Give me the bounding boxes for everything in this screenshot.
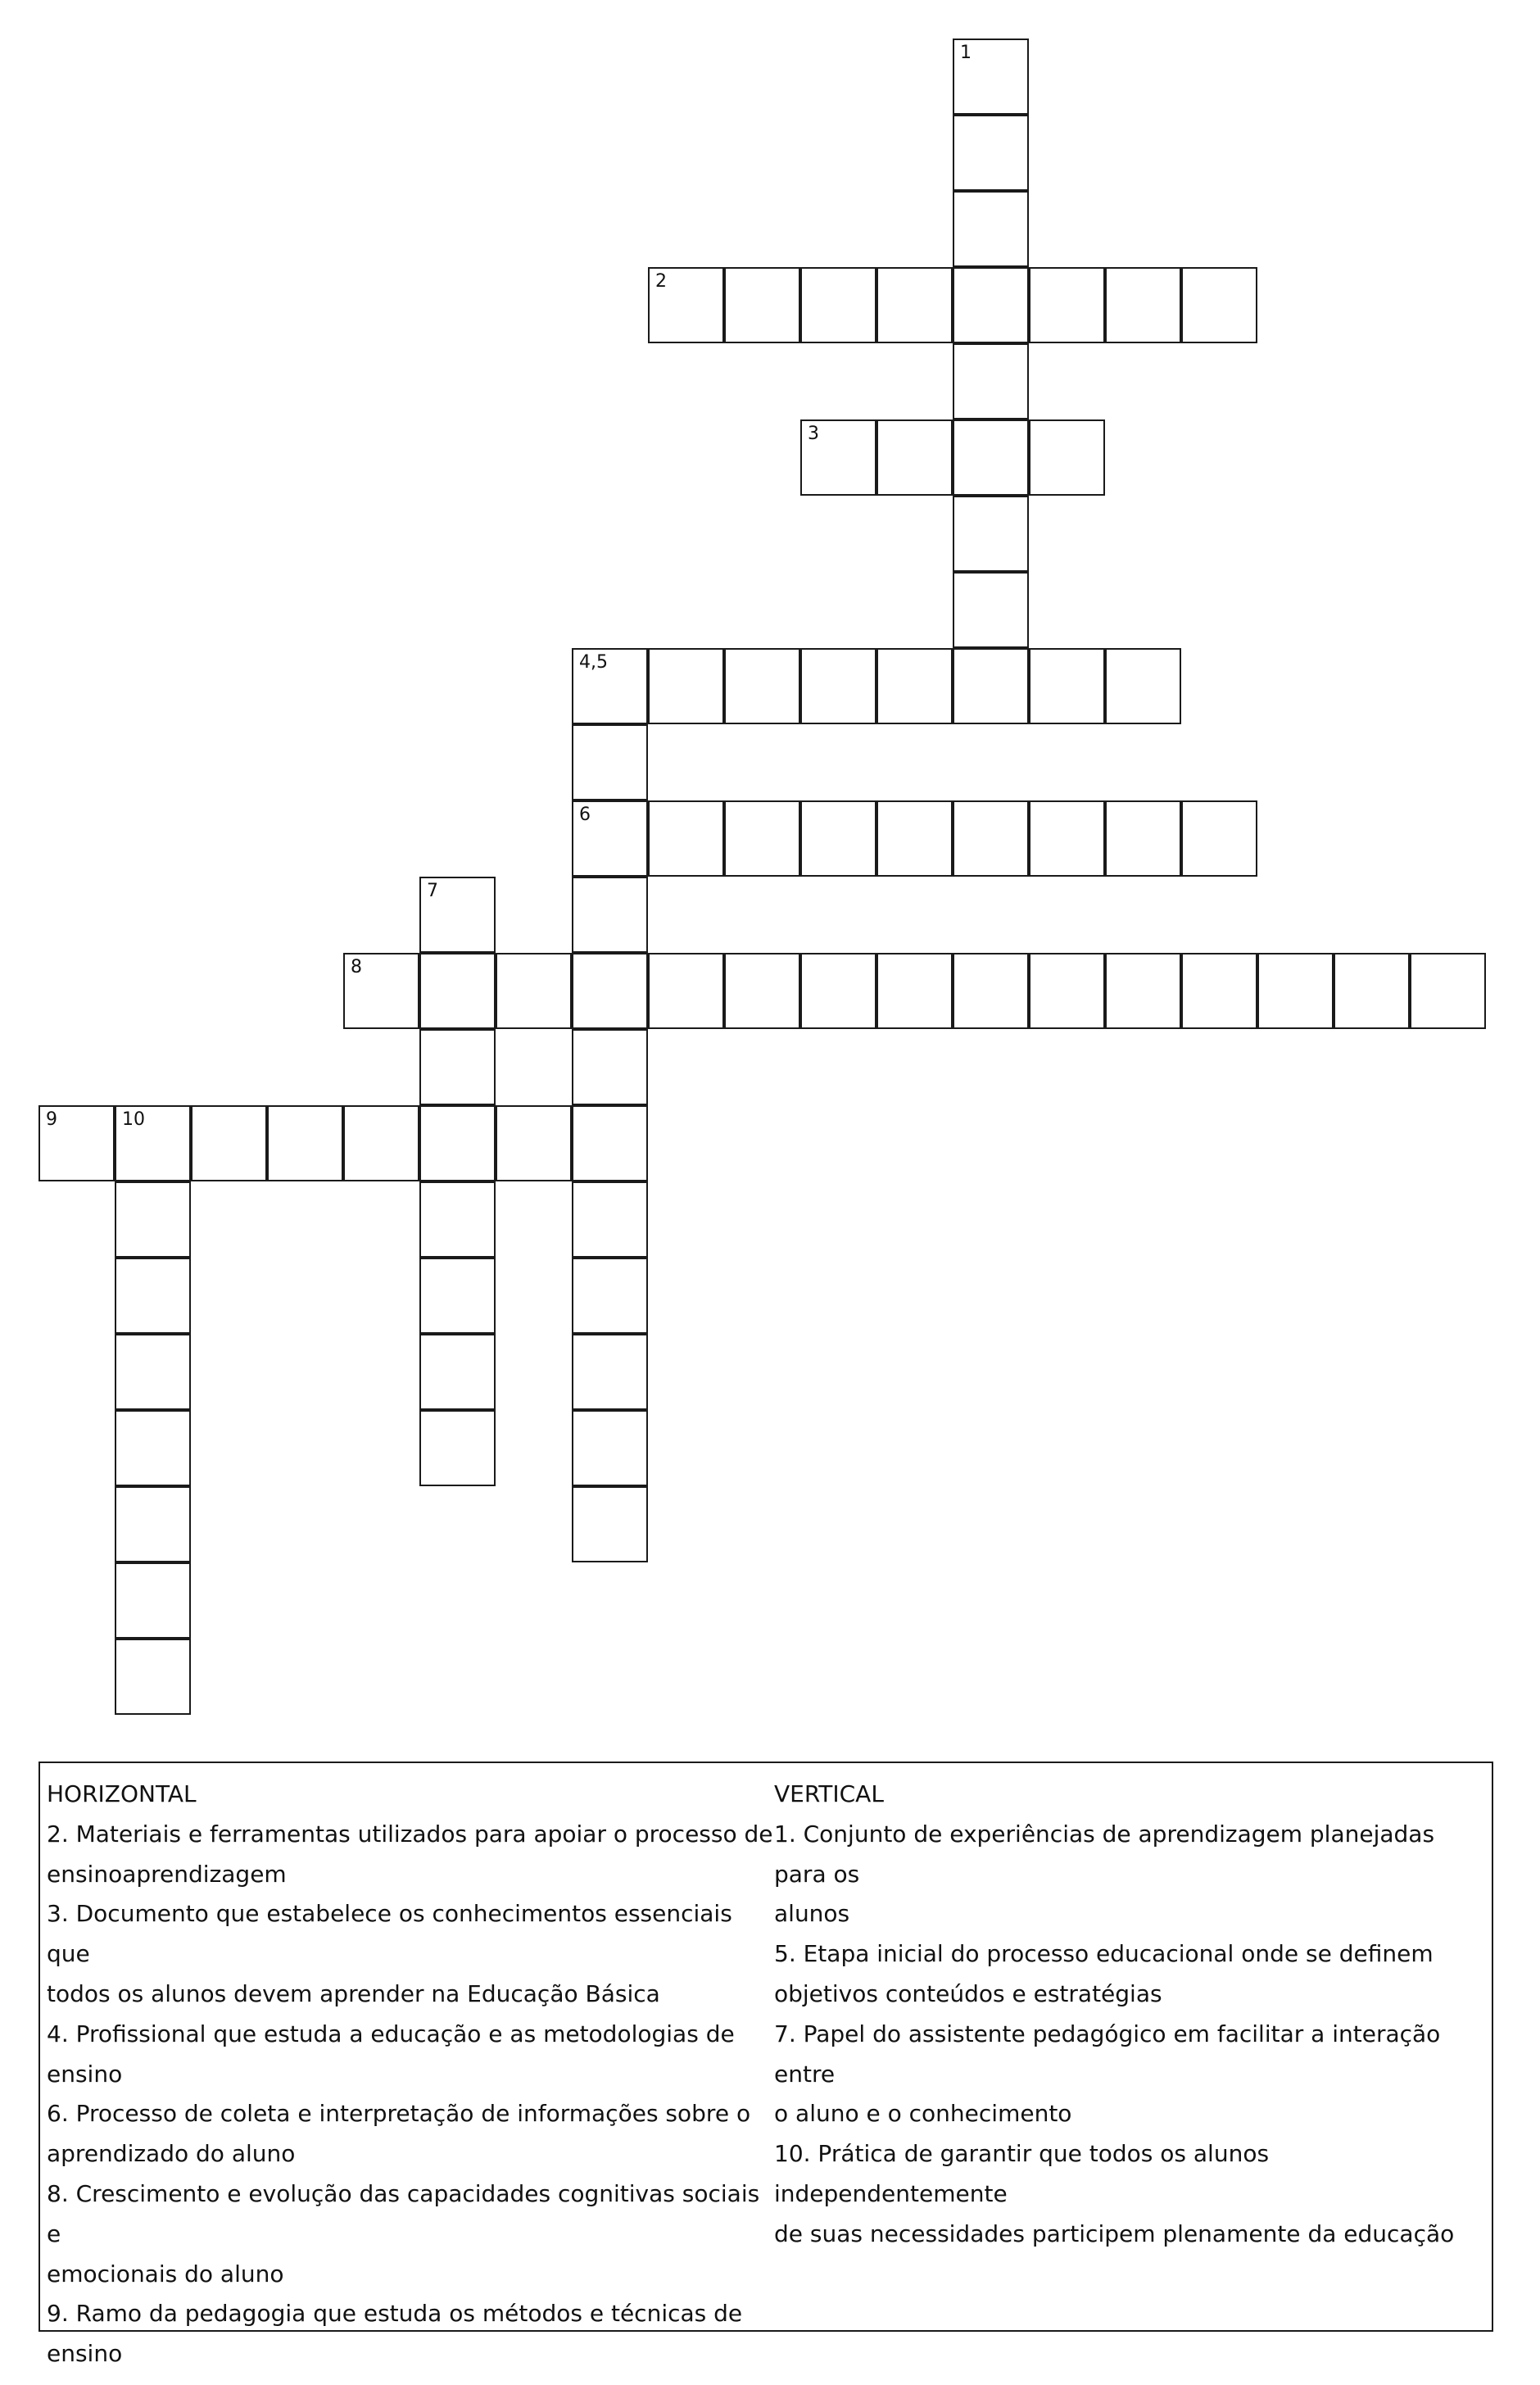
crossword-cell[interactable] xyxy=(953,343,1029,419)
crossword-cell[interactable] xyxy=(953,267,1029,343)
crossword-cell[interactable] xyxy=(1257,953,1334,1029)
crossword-cell[interactable] xyxy=(1105,953,1181,1029)
crossword-cell[interactable] xyxy=(115,1258,191,1334)
crossword-cell[interactable] xyxy=(572,724,648,800)
crossword-cell[interactable] xyxy=(343,1105,419,1181)
crossword-cell[interactable] xyxy=(572,1410,648,1486)
crossword-cell[interactable] xyxy=(648,953,724,1029)
crossword-cell[interactable] xyxy=(1029,419,1105,496)
clue-v1-line1: 1. Conjunto de experiências de aprendizagem planejadas para os xyxy=(774,1820,1435,1888)
crossword-cell[interactable] xyxy=(1105,800,1181,877)
crossword-cell[interactable] xyxy=(953,800,1029,877)
clue-v7-line2: o aluno e o conhecimento xyxy=(774,2100,1072,2128)
crossword-cell[interactable] xyxy=(953,191,1029,267)
crossword-cell[interactable] xyxy=(648,267,724,343)
crossword-cell[interactable] xyxy=(800,419,876,496)
horizontal-heading: HORIZONTAL xyxy=(47,1780,197,1807)
crossword-cell[interactable] xyxy=(1181,953,1257,1029)
crossword-cell[interactable] xyxy=(1105,267,1181,343)
crossword-cell[interactable] xyxy=(800,267,876,343)
crossword-cell[interactable] xyxy=(724,267,800,343)
crossword-cell[interactable] xyxy=(800,800,876,877)
clue-h8-line1: 8. Crescimento e evolução das capacidades cognitivas sociais e xyxy=(47,2179,760,2247)
clue-h3-line1: 3. Documento que estabelece os conhecimentos essenciais que xyxy=(47,1900,732,1968)
vertical-heading: VERTICAL xyxy=(774,1780,884,1807)
crossword-cell[interactable] xyxy=(115,1486,191,1562)
clue-number: 4,5 xyxy=(579,652,608,673)
clues-box xyxy=(38,1762,1493,2368)
crossword-cell[interactable] xyxy=(876,648,953,724)
crossword-cell[interactable] xyxy=(1181,800,1257,877)
crossword-cell[interactable] xyxy=(419,1410,496,1486)
crossword-cell[interactable] xyxy=(724,800,800,877)
clue-v10-line1: 10. Prática de garantir que todos os alunos independentemente xyxy=(774,2140,1270,2207)
crossword-cell[interactable] xyxy=(572,1486,648,1562)
crossword-cell[interactable] xyxy=(876,267,953,343)
clue-h6-line2: aprendizado do aluno xyxy=(47,2140,296,2168)
crossword-cell[interactable] xyxy=(1029,267,1105,343)
crossword-cell[interactable] xyxy=(876,953,953,1029)
crossword-cell[interactable] xyxy=(1029,800,1105,877)
crossword-cell[interactable] xyxy=(419,1334,496,1410)
crossword-cell[interactable] xyxy=(953,115,1029,191)
clue-number: 6 xyxy=(579,805,591,825)
clue-number: 7 xyxy=(427,881,438,901)
clue-number: 8 xyxy=(351,957,362,977)
crossword-cell[interactable] xyxy=(648,648,724,724)
horizontal-clues xyxy=(47,1775,776,2374)
crossword-cell[interactable] xyxy=(572,648,648,724)
crossword-cell[interactable] xyxy=(800,953,876,1029)
crossword-cell[interactable] xyxy=(419,1258,496,1334)
clue-h2-line2: ensinoaprendizagem xyxy=(47,1860,287,1888)
crossword-cell[interactable] xyxy=(343,953,419,1029)
crossword-cell[interactable] xyxy=(572,1258,648,1334)
crossword-cell[interactable] xyxy=(800,648,876,724)
crossword-cell[interactable] xyxy=(419,877,496,953)
crossword-cell[interactable] xyxy=(724,953,800,1029)
clue-number: 1 xyxy=(960,43,972,63)
crossword-cell[interactable] xyxy=(419,1181,496,1258)
crossword-cell[interactable] xyxy=(1029,953,1105,1029)
crossword-cell[interactable] xyxy=(1105,648,1181,724)
crossword-cell[interactable] xyxy=(953,953,1029,1029)
clue-h6-line1: 6. Processo de coleta e interpretação de informações sobre o xyxy=(47,2100,751,2128)
crossword-cell[interactable] xyxy=(953,572,1029,648)
crossword-cell[interactable] xyxy=(1029,648,1105,724)
clue-v5-line2: objetivos conteúdos e estratégias xyxy=(774,1979,1162,2007)
crossword-cell[interactable] xyxy=(419,953,496,1029)
crossword-cell[interactable] xyxy=(1410,953,1486,1029)
crossword-cell[interactable] xyxy=(115,1639,191,1715)
clue-h4-line2: ensino xyxy=(47,2060,123,2088)
crossword-cell[interactable] xyxy=(876,800,953,877)
clue-h8-line2: emocionais do aluno xyxy=(47,2260,284,2288)
clue-number: 2 xyxy=(655,271,667,292)
clue-h2-line1: 2. Materiais e ferramentas utilizados para apoiar o processo de xyxy=(47,1820,773,1848)
crossword-cell[interactable] xyxy=(115,1562,191,1639)
crossword-cell[interactable] xyxy=(572,1029,648,1105)
clue-h4-line1: 4. Profissional que estuda a educação e as metodologias de xyxy=(47,2020,735,2047)
crossword-cell[interactable] xyxy=(572,1105,648,1181)
clue-v1-line2: alunos xyxy=(774,1900,850,1928)
crossword-cell[interactable] xyxy=(572,1181,648,1258)
crossword-cell[interactable] xyxy=(496,953,572,1029)
crossword-cell[interactable] xyxy=(419,1105,496,1181)
crossword-cell[interactable] xyxy=(1334,953,1410,1029)
crossword-cell[interactable] xyxy=(115,1181,191,1258)
clue-v10-line2: de suas necessidades participem plenamente da educação xyxy=(774,2220,1455,2247)
clue-h9-line1: 9. Ramo da pedagogia que estuda os métodos e técnicas de xyxy=(47,2300,743,2328)
clue-number: 3 xyxy=(808,424,819,444)
crossword-cell[interactable] xyxy=(191,1105,267,1181)
crossword-cell[interactable] xyxy=(496,1105,572,1181)
crossword-cell[interactable] xyxy=(419,1029,496,1105)
crossword-cell[interactable] xyxy=(572,1334,648,1410)
crossword-cell[interactable] xyxy=(115,1105,191,1181)
clue-h9-line2: ensino xyxy=(47,2340,123,2368)
crossword-cell[interactable] xyxy=(572,953,648,1029)
clue-number: 10 xyxy=(122,1109,145,1130)
crossword-cell[interactable] xyxy=(38,1105,115,1181)
clue-v5-line1: 5. Etapa inicial do processo educacional onde se definem xyxy=(774,1940,1434,1968)
clue-h3-line2: todos os alunos devem aprender na Educação Básica xyxy=(47,1979,660,2007)
crossword-cell[interactable] xyxy=(953,496,1029,572)
crossword-cell[interactable] xyxy=(115,1410,191,1486)
crossword-cell[interactable] xyxy=(572,877,648,953)
crossword-cell[interactable] xyxy=(648,800,724,877)
crossword-cell[interactable] xyxy=(953,648,1029,724)
crossword-cell[interactable] xyxy=(1181,267,1257,343)
crossword-cell[interactable] xyxy=(876,419,953,496)
crossword-cell[interactable] xyxy=(572,800,648,877)
vertical-clues xyxy=(774,1775,1487,2255)
crossword-cell[interactable] xyxy=(953,39,1029,115)
clue-number: 9 xyxy=(46,1109,57,1130)
crossword-cell[interactable] xyxy=(724,648,800,724)
crossword-cell[interactable] xyxy=(953,419,1029,496)
crossword-cell[interactable] xyxy=(267,1105,343,1181)
crossword-cell[interactable] xyxy=(115,1334,191,1410)
clue-v7-line1: 7. Papel do assistente pedagógico em facilitar a interação entre xyxy=(774,2020,1441,2088)
